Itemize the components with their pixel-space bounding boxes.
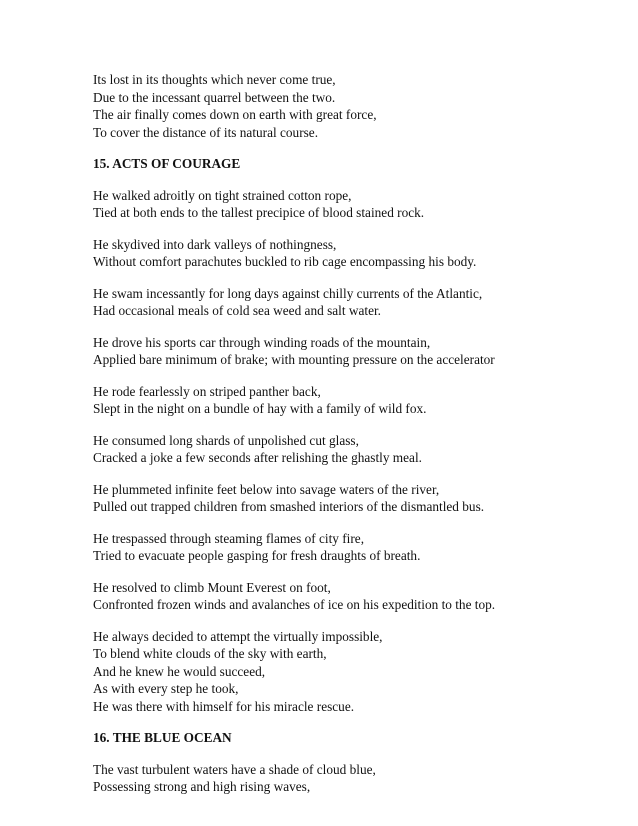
poem-title: 15. ACTS OF COURAGE	[93, 156, 241, 171]
poem-stanza	[93, 334, 613, 369]
poem-line: Applied bare minimum of brake; with mounting pressure on the accelerator	[93, 352, 495, 367]
poem-line: He was there with himself for his miracle rescue.	[93, 698, 355, 714]
poem-stanza	[93, 236, 613, 271]
poem-stanza	[93, 481, 613, 516]
poem-line: Tried to evacuate people gasping for fresh draughts of breath.	[93, 548, 421, 563]
poem-stanza	[93, 187, 613, 222]
poem-line: Had occasional meals of cold sea weed and salt water.	[93, 303, 381, 318]
poem-stanza	[93, 761, 613, 796]
poem-line: He skydived into dark valleys of nothingness,	[93, 236, 337, 252]
poem-stanza	[93, 285, 613, 320]
poem-stanza	[93, 432, 613, 467]
poem-line: He rode fearlessly on striped panther back,	[93, 383, 321, 399]
poem-line: He drove his sports car through winding roads of the mountain,	[93, 334, 431, 350]
poem-stanza	[93, 530, 613, 565]
poem-line: He always decided to attempt the virtually impossible,	[93, 628, 383, 644]
poem-line: He swam incessantly for long days against chilly currents of the Atlantic,	[93, 285, 483, 301]
poem-line: Possessing strong and high rising waves,	[93, 779, 311, 794]
poem-line: To cover the distance of its natural course.	[93, 124, 319, 140]
poem-line: Confronted frozen winds and avalanches of ice on his expedition to the top.	[93, 597, 496, 612]
poem-line: He trespassed through steaming flames of city fire,	[93, 530, 365, 546]
poem-line: Without comfort parachutes buckled to rib cage encompassing his body.	[93, 254, 477, 269]
poem-line: And he knew he would succeed,	[93, 663, 266, 679]
poem-line: Tied at both ends to the tallest precipice of blood stained rock.	[93, 205, 425, 220]
poem-line: Slept in the night on a bundle of hay with a family of wild fox.	[93, 401, 427, 416]
poem-line: He plummeted infinite feet below into savage waters of the river,	[93, 481, 440, 497]
document-page	[93, 71, 613, 810]
poem-line: He walked adroitly on tight strained cotton rope,	[93, 187, 352, 203]
poem-stanza	[93, 383, 613, 418]
poem-line: He resolved to climb Mount Everest on foot,	[93, 579, 331, 595]
poem-line: Pulled out trapped children from smashed interiors of the dismantled bus.	[93, 499, 485, 514]
poem-line: The air finally comes down on earth with great force,	[93, 107, 377, 122]
poem-line: As with every step he took,	[93, 681, 239, 696]
poem-line: The vast turbulent waters have a shade of cloud blue,	[93, 761, 376, 777]
poem-line: Due to the incessant quarrel between the two.	[93, 89, 336, 105]
poem-line: He consumed long shards of unpolished cut glass,	[93, 432, 359, 448]
poem-line: To blend white clouds of the sky with earth,	[93, 646, 327, 661]
poem-stanza	[93, 628, 613, 716]
poem-title: 16. THE BLUE OCEAN	[93, 730, 232, 745]
poem-stanza	[93, 579, 613, 614]
poem-line: Its lost in its thoughts which never come true,	[93, 72, 336, 87]
poem-line: Cracked a joke a few seconds after relishing the ghastly meal.	[93, 450, 422, 465]
prelude-stanza	[93, 71, 613, 141]
